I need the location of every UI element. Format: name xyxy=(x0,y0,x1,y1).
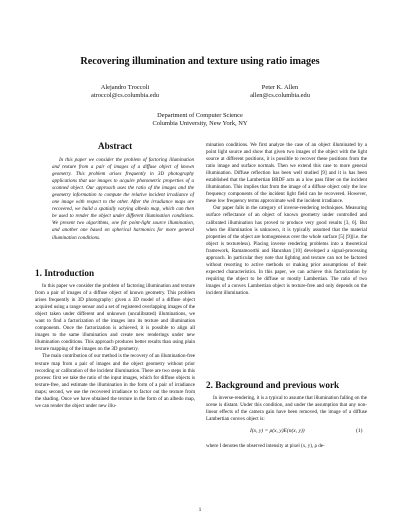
affiliation-department: Department of Computer Science xyxy=(157,112,243,119)
paragraph: In this paper we consider the problem of factoring illumination and texture from a pair of images of a diffuse object of known geometry. This problem arises frequently in 3D photography: given a 3D model of a diffuse object acquired using a range sensor and a set of registered overlapping images of the object taken under different and unknown (uncalibrated) illuminations, we want to find a factorization of the images into its texture and illumination components. Once the factorization is achieved, it is possible to align all images to the same illumination and create new renderings under new illumination conditions. This approach produces better results than using plain texture mapping of the images on the 3D geometry. xyxy=(35,283,195,353)
affiliation-university: Columbia University, New York, NY xyxy=(152,120,248,127)
abstract-paragraph: In this paper we consider the problem of factoring illumination and texture from a pair of images of a diffuse object of known geometry. This problem arises frequently in 3D photography applications that use images to acquire photometric properties of a scanned object. Our approach uses the ratio of the images and the geometry information to compute the relative incident irradiance of one image with respect to the other. After the irradiance maps are recovered, we build a spatially varying albedo map, which can then be used to render the object under different illumination conditions. We present two algorithms, one for point-light source illumination, and another one based on spherical harmonics for more general illumination conditions. xyxy=(52,157,194,241)
paragraph: mination conditions. We first analyze the case of an object illuminated by a point light source and show that given two images of the object with the light source at different positions, it is possible to recover these positions from the ratio image and surface normals. Then we extend this case to more general illumination. Diffuse reflection has been well studied [9] and it is has been established that the Lambertian BRDF acts as a low pass filter on the incident illumination. This implies that from the image of a diffuse object only the low frequency components of the incident light field can be recovered. However, these low frequency terms approximate well the incident irradiance. xyxy=(206,142,367,205)
paper-title: Recovering illumination and texture using ratio images xyxy=(80,56,320,67)
section-2-heading: 2. Background and previous work xyxy=(206,380,340,390)
section-2-continuation xyxy=(206,443,367,450)
paragraph: In inverse-rendering, it is a typical to assume that illumination falling on the scene is distant. Under this condition, and under the assumption that any non-linear effects of the camera gain have been removed, the image of a diffuse Lambertian convex object is: xyxy=(206,395,367,423)
author-block xyxy=(70,84,180,100)
section-2-body xyxy=(206,395,367,423)
section-1-body xyxy=(35,283,195,410)
equation-1: I(x, y) = ρ(x, y)E(n(x, y)) xyxy=(250,428,305,434)
equation-number: (1) xyxy=(356,428,363,434)
section-1-heading: 1. Introduction xyxy=(35,268,95,278)
author-email: allen@cs.columbia.edu xyxy=(250,92,310,99)
right-column-body xyxy=(206,142,367,297)
abstract-heading: Abstract xyxy=(98,141,133,151)
page-number: 1 xyxy=(198,507,202,513)
author-email: atroccol@cs.columbia.edu xyxy=(91,92,159,99)
abstract-text xyxy=(52,157,194,242)
paragraph: The main contribution of our method is the recovery of an illumination-free texture map from a pair of images and the object geometry without prior recording or calibration of the incident illumination. There are two steps in this process: first we take the ratio of the input images, which for diffuse objects is texture-free, and estimate the illumination in the form of a pair of irradiance maps; second, we use the recovered irradiance to factor out the texture from the shading. Once we have obtained the texture in the form of an albedo map, we can render the object under new illu- xyxy=(35,353,195,409)
author-block xyxy=(225,84,335,100)
paragraph: where I denotes the observed intensity at pixel (x, y), ρ de- xyxy=(206,443,325,449)
author-name: Peter K. Allen xyxy=(261,84,299,91)
author-name: Alejandro Troccoli xyxy=(100,84,150,91)
paragraph: Our paper falls in the category of inverse-rendering techniques. Measuring surface reflectance of an object of known geometry under controlled and calibrated illumination has proved to produce very good results [3, 6]. But when the illumination is unknown, it is typically assumed that the material properties of the object are homogeneous over the whole surface [5] [9](i.e. the object is textureless). Placing inverse rendering problems into a theoretical framework, Ramamoorthi and Hanrahan [10] developed a signal-processing approach. In particular they note that lighting and texture can not be factored without resorting to active methods or making prior assumptions of their expected characteristics. In this paper, we can achieve this factorization by requiring the object to be diffuse or mostly Lambertian. The ratio of two images of a convex Lambertian object is texture-free and only depends on the incident illumination. xyxy=(206,205,367,296)
